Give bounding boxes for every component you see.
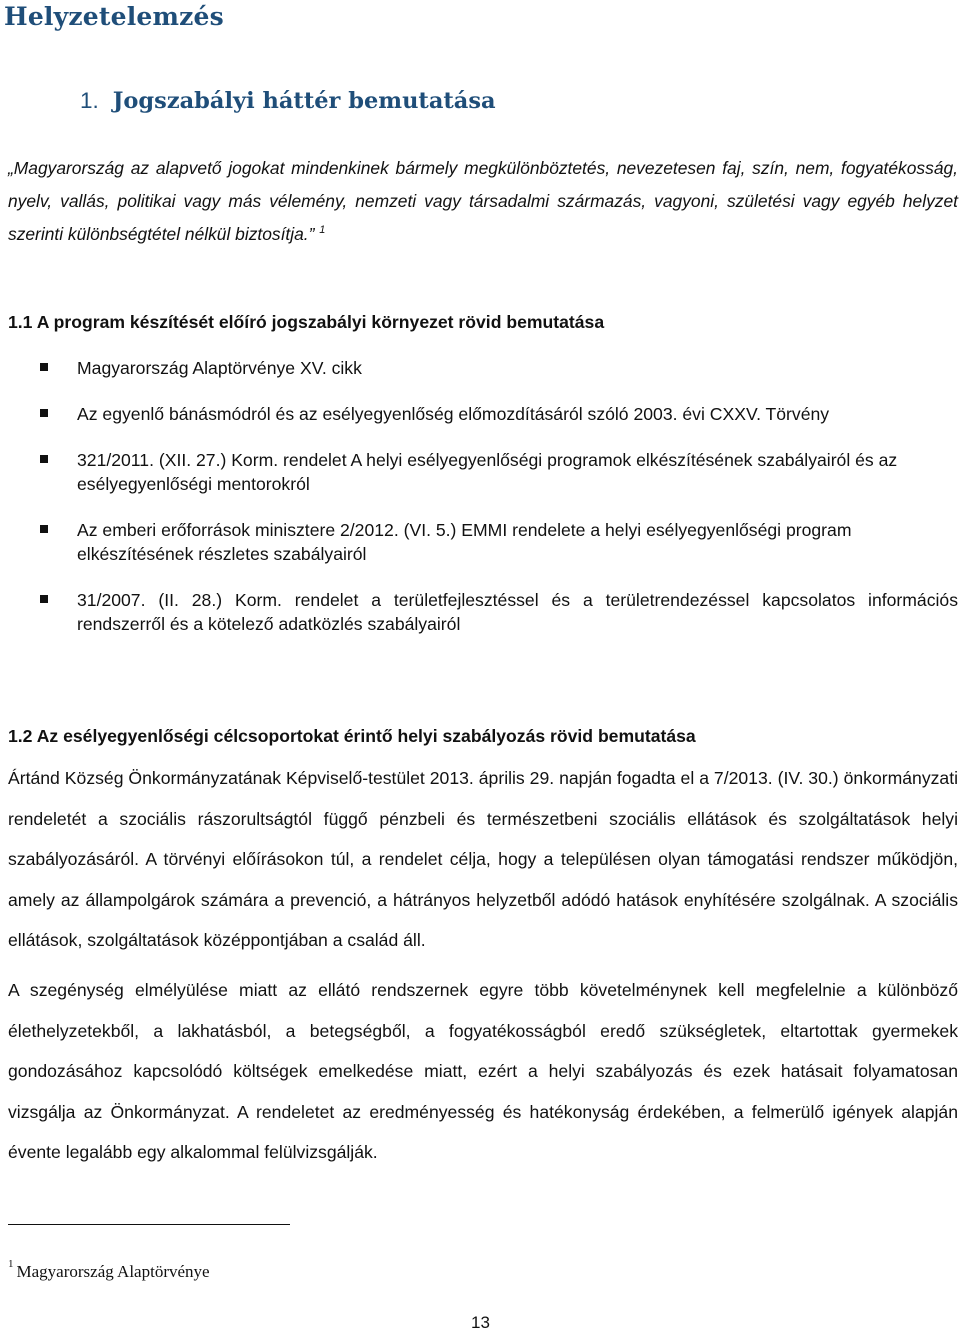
list-item-text: 31/2007. (II. 28.) Korm. rendelet a területfejlesztéssel és a területrendezéssel kapcsolatos információs rendszerről és a kötelező adatközlés szabályairól: [77, 590, 958, 634]
subsection-1-2-heading: 1.2 Az esélyegyenlőségi célcsoportokat érintő helyi szabályozás rövid bemutatása: [8, 726, 696, 746]
legislation-list: [40, 356, 958, 657]
page-number: 13: [471, 1313, 490, 1332]
list-item: [40, 402, 958, 426]
constitution-quote: [8, 152, 958, 251]
page-title: Helyzetelemzés: [4, 2, 224, 31]
footnote-number: 1: [8, 1258, 14, 1270]
square-bullet-icon: [40, 409, 48, 417]
section-title: Jogszabályi háttér bemutatása: [112, 88, 496, 114]
square-bullet-icon: [40, 525, 48, 533]
list-item: [40, 356, 958, 380]
footnote: [8, 1258, 210, 1282]
square-bullet-icon: [40, 455, 48, 463]
footnote-text: Magyarország Alaptörvénye: [16, 1262, 210, 1281]
list-item-text: Az egyenlő bánásmódról és az esélyegyenlőség előmozdításáról szóló 2003. évi CXXV. Törvény: [77, 404, 830, 424]
list-item: [40, 588, 958, 636]
footnote-reference[interactable]: 1: [319, 224, 326, 236]
list-item: [40, 448, 958, 496]
list-item-text: 321/2011. (XII. 27.) Korm. rendelet A helyi esélyegyenlőségi programok elkészítésének szabályairól és az esélyegyenlőségi mentorokról: [77, 450, 898, 494]
list-item: [40, 518, 958, 566]
section-number: 1.: [80, 88, 99, 113]
poverty-paragraph: A szegénység elmélyülése miatt az ellátó rendszernek egyre több követelménynek kell megfelelnie a különböző élethelyzetekből, a lakhatásból, a betegségből, a fogyatékosságból eredő szükségletek, eltartottak gyermekek gondozásához kapcsolódó költségek emelkedése miatt, ezért a helyi szabályozás és ezek hatásait folyamatosan vizsgálja az Önkormányzat. A rendeletet az eredményesség és hatékonyság érdekében, a felmerülő igények alapján évente legalább egy alkalommal felülvizsgálják.: [8, 980, 958, 1162]
subsection-1-1-heading: 1.1 A program készítését előíró jogszabályi környezet rövid bemutatása: [8, 312, 605, 332]
list-item-text: Magyarország Alaptörvénye XV. cikk: [77, 358, 362, 378]
list-item-text: Az emberi erőforrások minisztere 2/2012. (VI. 5.) EMMI rendelete a helyi esélyegyenlőségi program elkészítésének részletes szabályairól: [77, 520, 852, 564]
section-heading: [80, 88, 496, 114]
local-regulation-paragraph: Ártánd Község Önkormányzatának Képviselő-testület 2013. április 29. napján fogadta el a 7/2013. (IV. 30.) önkormányzati rendeletét a szociális rászorultságtól függő pénzbeli és természetbeni szociális ellátások és szolgáltatások helyi szabályozásáról. A törvényi előírásokon túl, a rendelet célja, hogy a településen olyan támogatási rendszer működjön, amely az állampolgárok számára a prevenció, a hátrányos helyzetből adódó hatások enyhítésére szolgálnak. A szociális ellátások, szolgáltatások középpontjában a család áll.: [8, 768, 958, 950]
footnote-separator: [8, 1224, 290, 1225]
square-bullet-icon: [40, 595, 48, 603]
square-bullet-icon: [40, 363, 48, 371]
quote-text: „Magyarország az alapvető jogokat mindenkinek bármely megkülönböztetés, nevezetesen faj, szín, nem, fogyatékosság, nyelv, vallás, politikai vagy más vélemény, nemzeti vagy társadalmi származás, vagyoni, születési vagy egyéb helyzet szerinti különbségtétel nélkül biztosítja.”: [8, 158, 958, 244]
